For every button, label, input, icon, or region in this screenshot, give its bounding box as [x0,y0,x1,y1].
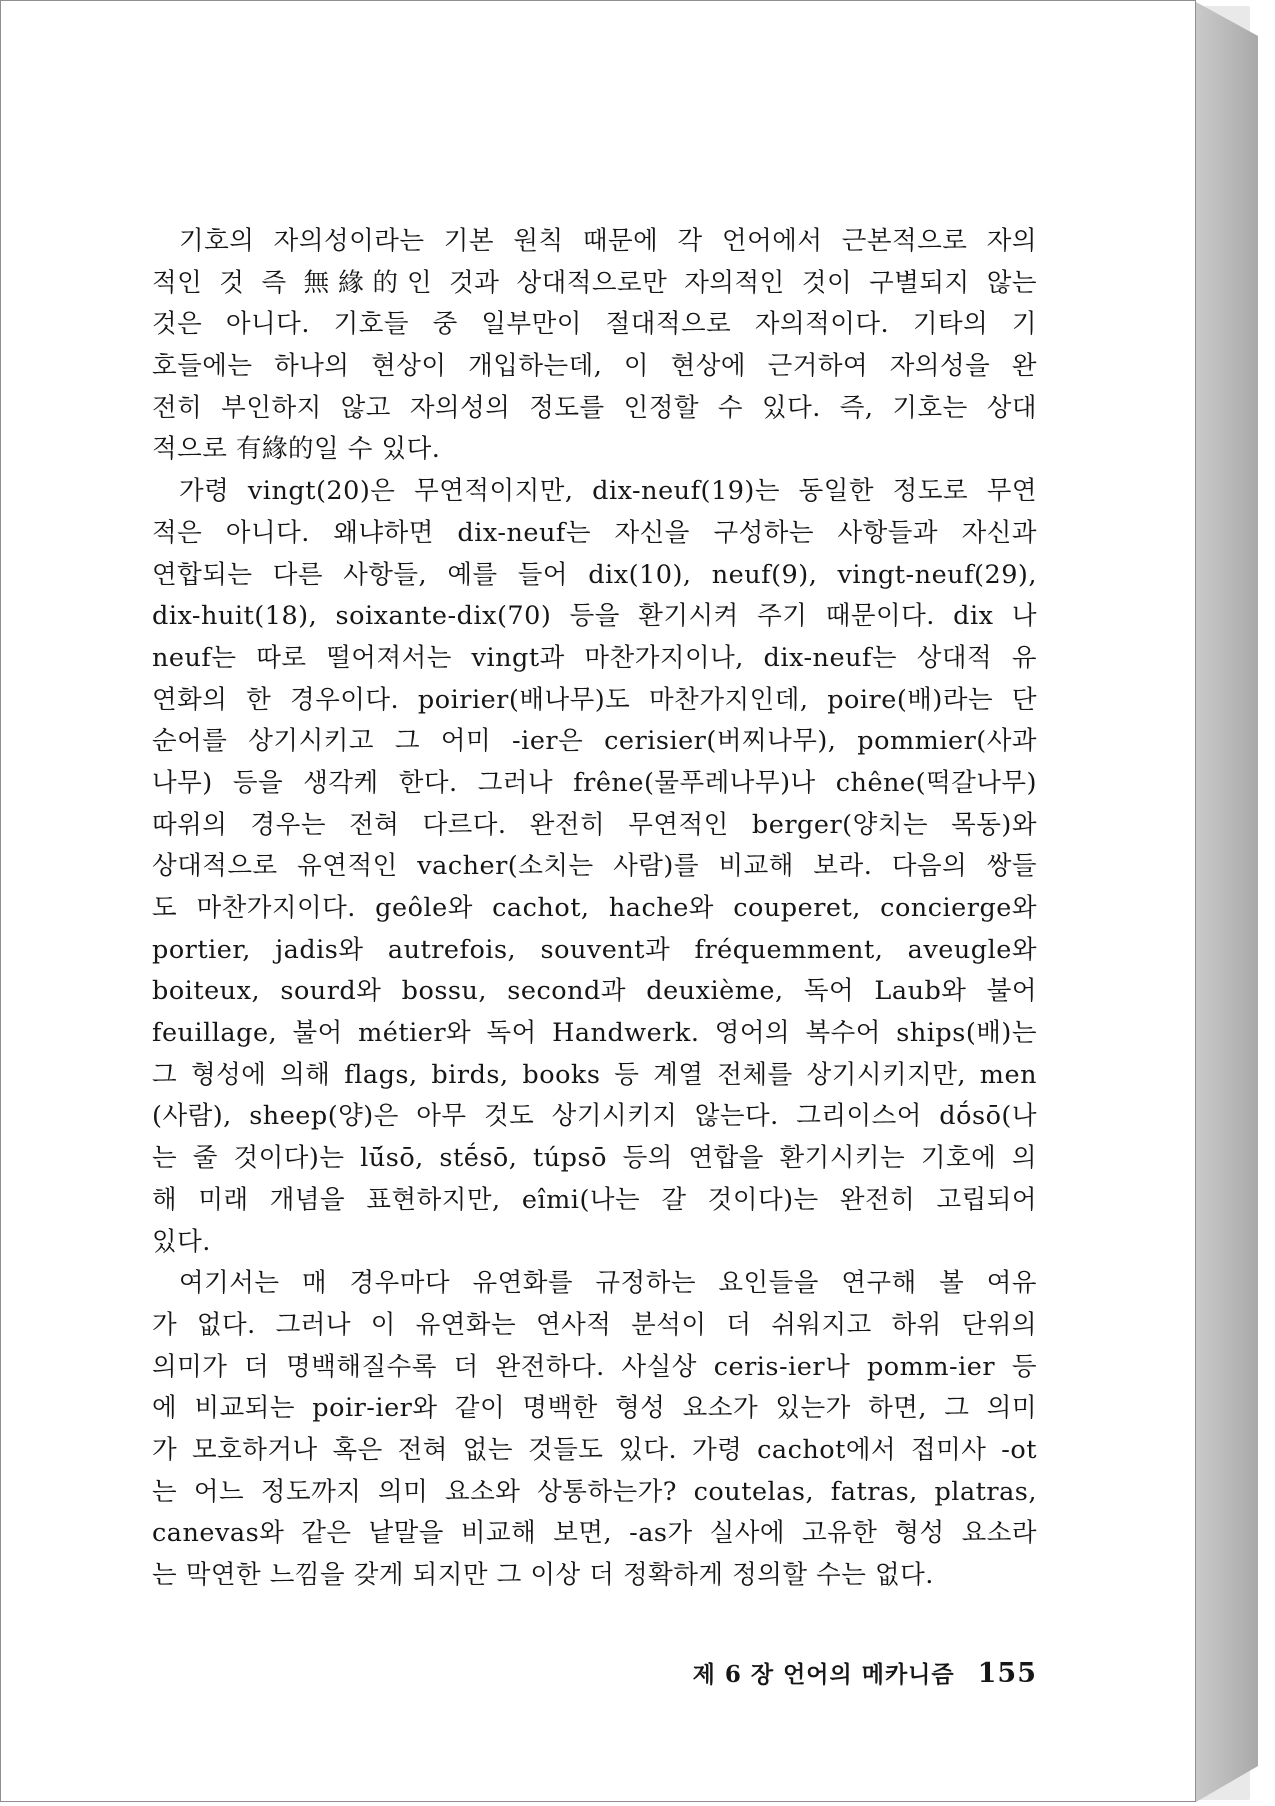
text-line: 연화의 한 경우이다. poirier(배나무)도 마찬가지인데, poire(배)라는 단 [152,684,1037,715]
text-line: 기호의 자의성이라는 기본 원칙 때문에 각 언어에서 근본적으로 자의 [179,226,1037,256]
text-line: 는 막연한 느낌을 갖게 되지만 그 이상 더 정확하게 정의할 수는 없다. [152,1560,934,1590]
text-line: 는 어느 정도까지 의미 요소와 상통하는가? coutelas, fatras, platras, [152,1476,1037,1507]
text-line: 에 비교되는 poir-ier와 같이 명백한 형성 요소가 있는가 하면, 그 의미 [152,1393,1037,1424]
body-text [152,221,1037,1597]
text-line: 도 마찬가지이다. geôle와 cachot, hache와 couperet, concierge와 [152,893,1037,923]
text-line: neuf는 따로 떨어져서는 vingt과 마찬가지이나, dix-neuf는 상대적 유 [152,642,1037,673]
text-line: 상대적으로 유연적인 vacher(소치는 사람)를 비교해 보라. 다음의 쌍들 [152,851,1037,882]
chapter-title: 제 6 장 언어의 메카니즘 [692,1661,955,1688]
text-line: 가 모호하거나 혹은 전혀 없는 것들도 있다. 가령 cachot에서 접미사 -ot [152,1434,1037,1465]
text-line: 적인 것 즉 無緣的인 것과 상대적으로만 자의적인 것이 구별되지 않는 [152,267,1037,298]
text-line: 그 형성에 의해 flags, birds, books 등 계열 전체를 상기시키지만, men [152,1059,1037,1090]
page-number: 155 [977,1658,1037,1689]
text-line: 가 없다. 그러나 이 유연화는 연사적 분석이 더 쉬워지고 하위 단위의 [152,1309,1037,1340]
text-line: 나무) 등을 생각케 한다. 그러나 frêne(물푸레나무)나 chêne(떡갈나무) [152,767,1037,798]
text-line: 해 미래 개념을 표현하지만, eîmi(나는 갈 것이다)는 완전히 고립되어 [152,1184,1037,1215]
text-line: 전히 부인하지 않고 자의성의 정도를 인정할 수 있다. 즉, 기호는 상대 [152,392,1037,423]
text-line: feuillage, 불어 métier와 독어 Handwerk. 영어의 복수어 ships(배)는 [152,1018,1037,1049]
text-line: 가령 vingt(20)은 무연적이지만, dix-neuf(19)는 동일한 정도로 무연 [179,476,1037,507]
text-line: 연합되는 다른 사항들, 예를 들어 dix(10), neuf(9), vingt-neuf(29), [152,559,1037,590]
text-line: 적으로 有緣的일 수 있다. [152,434,441,465]
text-line: boiteux, sourd와 bossu, second과 deuxième, 독어 Laub와 불어 [152,976,1037,1007]
text-line: 의미가 더 명백해질수록 더 완전하다. 사실상 ceris-ier나 pomm-ier 등 [152,1351,1037,1382]
text-line: 호들에는 하나의 현상이 개입하는데, 이 현상에 근거하여 자의성을 완 [152,351,1037,382]
text-line: portier, jadis와 autrefois, souvent과 fréquemment, aveugle와 [152,934,1037,965]
text-line: 따위의 경우는 전혀 다르다. 완전히 무연적인 berger(양치는 목동)와 [152,809,1037,840]
text-line: 것은 아니다. 기호들 중 일부만이 절대적으로 자의적이다. 기타의 기 [152,309,1037,340]
page-footer [677,1656,1037,1689]
text-line: dix-huit(18), soixante-dix(70) 등을 환기시켜 주기 때문이다. dix 나 [152,601,1037,632]
text-line: 순어를 상기시키고 그 어미 -ier은 cerisier(버찌나무), pommier(사과 [152,726,1037,757]
text-line: 는 줄 것이다)는 lū́sō, stḗsō, túpsō 등의 연합을 환기시키는 기호에 의 [152,1143,1037,1174]
text-line: (사람), sheep(양)은 아무 것도 상기시키지 않는다. 그리이스어 dṓsō(나 [152,1101,1037,1132]
text-line: 적은 아니다. 왜냐하면 dix-neuf는 자신을 구성하는 사항들과 자신과 [152,517,1037,548]
text-line: canevas와 같은 낱말을 비교해 보면, -as가 실사에 고유한 형성 요소라 [152,1518,1037,1549]
text-line: 있다. [152,1226,211,1257]
page-edge [1196,2,1258,1802]
text-line: 여기서는 매 경우마다 유연화를 규정하는 요인들을 연구해 볼 여유 [179,1268,1037,1299]
